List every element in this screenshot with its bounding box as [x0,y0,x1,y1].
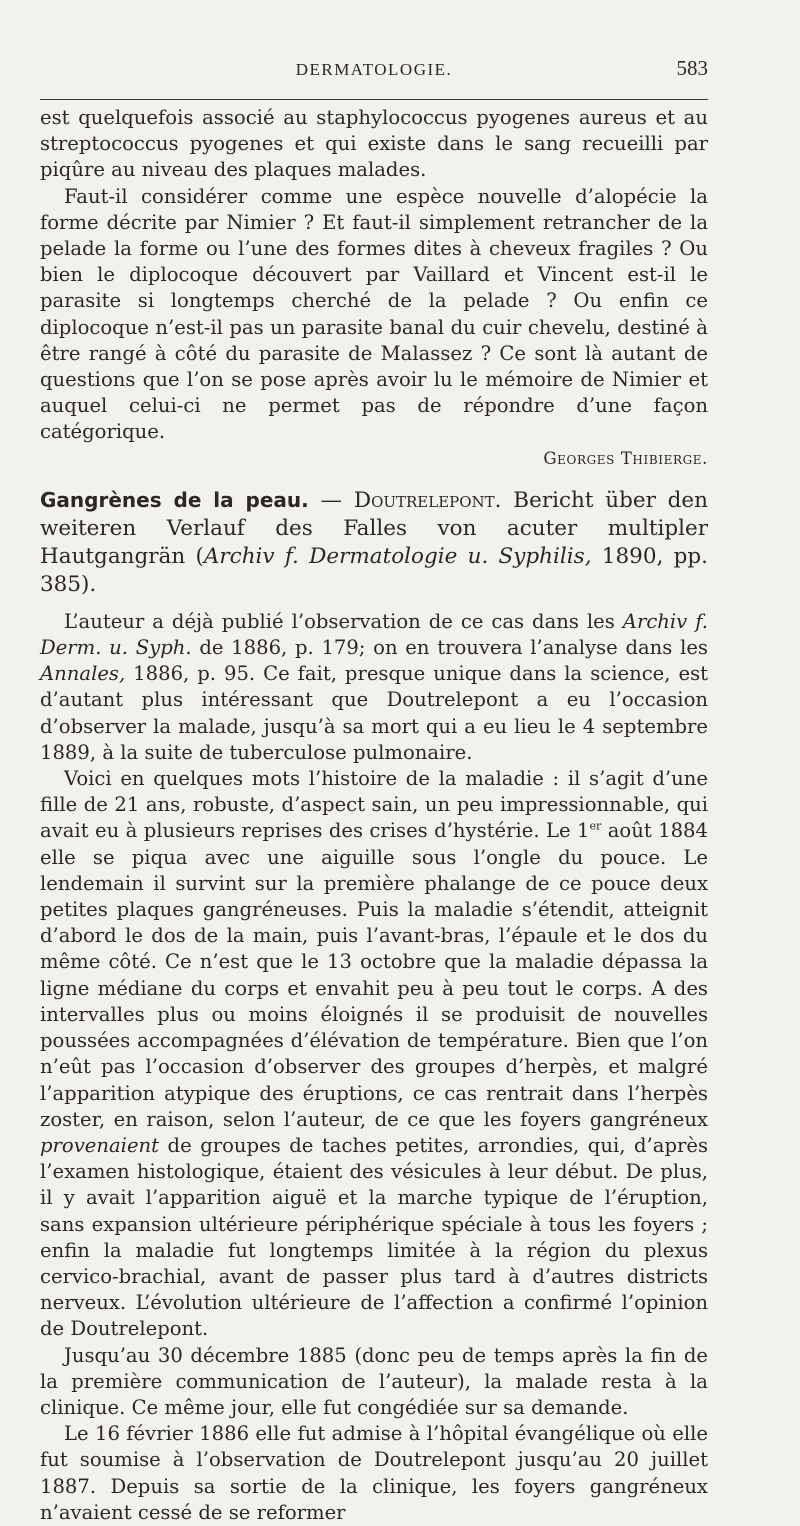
text-run: 1886, p. 95. Ce fait, presque unique dans la science, est d’autant plus intéressant que Doutrelepont a eu l’occasion d’observer la malade, jusqu’à sa mort qui a eu lieu le 4 septembre 1889, à la suite de tuberculose pulmonaire. [40,662,708,764]
paragraph-previous-observation [40,609,708,766]
body-text [40,105,708,1526]
heading-dash: — [308,487,354,513]
text-run: Voici en quelques mots l’histoire de la maladie : il s’agit d’une fille de 21 ans, robuste, d’aspect sain, un peu impressionnable, qui avait eu à plusieurs reprises des crises d’hystérie. Le 1 [40,767,708,843]
running-head [40,56,708,86]
article-author: Doutrelepont. [353,487,502,513]
text-run: L’auteur a déjà publié l’observation de ce cas dans les [64,609,623,633]
text-run: août 1884 elle se piqua avec une aiguille sous l’ongle du pouce. Le lendemain il survint sur la première phalange de ce pouce deux petites plaques gangréneuses. Puis la maladie s’étendit, atteignit d’abord le dos de la main, puis l’avant-bras, l’épaule et le dos du même côté. Ce n’est que le 13 octobre que la maladie dépassa la ligne médiane du corps et envahit peu à peu tout le corps. A des intervalles plus ou moins éloignés il se produisit de nouvelles poussées accompagnées d’élévation de température. Bien que l’on n’eût pas l’occasion d’observer des groupes d’herpès, et malgré l’apparition atypique des éruptions, ce cas rentrait dans l’herpès zoster, en raison, selon l’auteur, de ce que les foyers gangréneux [40,819,708,1131]
emphasis: provenaient [40,1133,160,1157]
paragraph-case-history [40,766,708,1342]
journal-ref: Annales, [40,662,126,686]
article-heading [40,486,708,599]
article-title: Gangrènes de la peau. [40,487,309,512]
paragraph-continued: est quelquefois associé au staphylococcus pyogenes aureus et au streptococcus pyogenes et qui existe dans le sang recueilli par piqûre au niveau des plaques malades. [40,106,708,182]
header-rule [40,99,708,100]
running-title: DERMATOLOGIE. [295,60,453,79]
citation-end: 1890, pp. 385). [40,543,708,597]
citation-journal: Archiv f. Dermatologie u. Syphilis, [203,543,592,569]
citation-start: Bericht über den weiteren Verlauf des Falles von acuter multipler Hautgangrän ( [40,487,709,569]
paragraph-clinic-stay: Jusqu’au 30 décembre 1885 (donc peu de temps après la fin de la première communication de l’auteur), la malade resta à la clinique. Ce même jour, elle fut congédiée sur sa demande. [40,1343,708,1419]
superscript: er [589,819,602,833]
paragraph-hospital: Le 16 février 1886 elle fut admise à l’hôpital évangélique où elle fut soumise à l’observation de Doutrelepont jusqu’au 20 juillet 1887. Depuis sa sortie de la clinique, les foyers gangréneux n’avaient cessé de se reformer [40,1422,708,1524]
page-number: 583 [676,56,708,80]
heading-first-line [40,486,708,599]
text-run: de 1886, p. 179; on en trouvera l’analyse dans les [191,636,708,660]
signature: Georges Thibierge. [543,448,708,468]
journal-ref: Archiv f. Derm. u. Syph. [40,609,708,660]
text-run: de groupes de taches petites, arrondies, qui, d’après l’examen histologique, étaient des vésicules à leur début. De plus, il y avait l’apparition aiguë et la marche typique de l’éruption, sans expansion ultérieure périphérique spéciale à tous les foyers ; enfin la maladie fut longtemps limitée à la région du plexus cervico-brachial, avant de passer plus tard à d’autres districts nerveux. L’évolution ultérieure de l’affection a confirmé l’opinion de Doutrelepont. [40,1133,708,1341]
paragraph-alopecie: Faut-il considérer comme une espèce nouvelle d’alopécie la forme décrite par Nimier ? Et faut-il simplement retrancher de la pelade la forme ou l’une des formes dites à cheveux fragiles ? Ou bien le diplocoque découvert par Vaillard et Vincent est-il le parasite si longtemps cherché de la pelade ? Ou enfin ce diplocoque n’est-il pas un parasite banal du cuir chevelu, destiné à être rangé à côté du parasite de Malassez ? Ce sont là autant de questions que l’on se pose après avoir lu le mémoire de Nimier et auquel celui-ci ne permet pas de répondre d’une façon catégorique. [40,184,708,444]
